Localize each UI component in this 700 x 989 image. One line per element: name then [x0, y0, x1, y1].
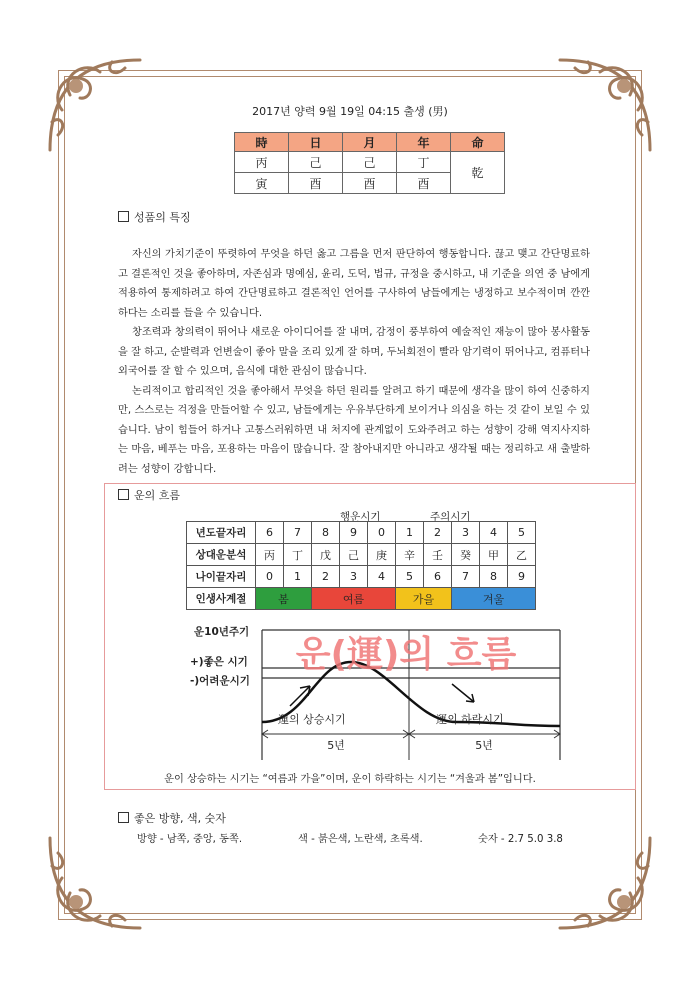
stem-cell: 癸: [452, 544, 480, 566]
age-digit-cell: 4: [368, 566, 396, 588]
pillar-branch-year: 酉: [397, 173, 451, 194]
age-digit-cell: 6: [424, 566, 452, 588]
stem-cell: 丁: [284, 544, 312, 566]
personality-text: [118, 245, 590, 479]
season-spring: 봄: [256, 588, 312, 610]
year-digit-cell: 2: [424, 522, 452, 544]
pillar-header-day: 日: [289, 133, 343, 152]
lucky-section-title: [118, 810, 226, 826]
fortune-table: [186, 521, 536, 610]
lucky-direction: 방향 - 남쪽, 중앙, 동쪽.: [137, 834, 243, 845]
pillar-header-destiny: 命: [451, 133, 505, 152]
year-digit-cell: 3: [452, 522, 480, 544]
row-header-relative-analysis: 상대운분석: [187, 544, 256, 566]
fall-arrow-icon: [452, 684, 474, 702]
stem-cell: 己: [340, 544, 368, 566]
stem-cell: 辛: [396, 544, 424, 566]
fortune-graph-title: 운(運)의 흐름: [295, 634, 517, 675]
pillars-stem-row: [235, 152, 505, 173]
pillar-stem-month: 己: [343, 152, 397, 173]
stem-cell: 丙: [256, 544, 284, 566]
year-digit-cell: 6: [256, 522, 284, 544]
checkbox-square-icon: [118, 489, 129, 500]
pillar-stem-year: 丁: [397, 152, 451, 173]
birth-info-title: 2017년 양력 9월 19일 04:15 출생 (男): [252, 105, 448, 118]
year-digit-cell: 0: [368, 522, 396, 544]
year-digit-cell: 7: [284, 522, 312, 544]
ornament-bottom-right-icon: [550, 828, 660, 938]
good-time-label: +)좋은 시기: [190, 656, 248, 668]
season-summer: 여름: [312, 588, 396, 610]
stem-cell: 乙: [508, 544, 536, 566]
pillar-header-year: 年: [397, 133, 451, 152]
pillar-destiny-value: 乾: [451, 152, 505, 194]
stem-cell: 庚: [368, 544, 396, 566]
year-digit-cell: 4: [480, 522, 508, 544]
fortune-title-text: 운의 흐름: [134, 489, 181, 502]
pillar-branch-day: 酉: [289, 173, 343, 194]
year-digit-cell: 5: [508, 522, 536, 544]
four-pillars-table: [234, 132, 505, 194]
age-digit-cell: 8: [480, 566, 508, 588]
age-digit-cell: 1: [284, 566, 312, 588]
caution-period-label: 주의시기: [430, 511, 471, 523]
personality-paragraph-3: 논리적이고 합리적인 것을 좋아해서 무엇을 하던 원리를 알려고 하기 때문에 생각을 많이 하여 신중하지만, 스스로는 걱정을 만들어할 수 있고, 남들에게는 우유부단하게 보이거나 의심을 하는 것 같이 보일 수 있습니다. 남이 힘들어 하거나 고통스러워하면 내 처지에 관계없이 도와주려고 하는 성향이 강해 역지사지하는 마음, 베푸는 마음, 포용하는 마음이 많습니다. 잘 참아내지만 아니라고 생각될 때는 정리하고 새 출발하려는 성향이 강합니다.: [118, 385, 590, 475]
personality-paragraph-1: 자신의 가치기준이 뚜렷하여 무엇을 하던 옳고 그름을 먼저 판단하여 행동합니다. 끊고 맺고 간단명료하고 결론적인 것을 좋아하며, 자존심과 명예심, 윤리, 도덕, 법규, 규정을 중시하고, 내 기준을 의연 중 남에게 적용하여 통제하려고 하여 간단명료하고 결론적인 언어를 구사하여 남들에게는 냉정하고 보수적이며 깐깐하다는 소리를 들을 수 있습니다.: [118, 249, 590, 319]
row-header-year-digit: 년도끝자리: [187, 522, 256, 544]
year-digit-cell: 9: [340, 522, 368, 544]
checkbox-square-icon: [118, 812, 129, 823]
fortune-cycle-graph: [186, 622, 570, 762]
personality-section-title: [118, 209, 191, 225]
fortune-row-stem: [187, 544, 536, 566]
good-period-label: 행운시기: [340, 511, 381, 523]
row-header-life-seasons: 인생사계절: [187, 588, 256, 610]
ornament-bottom-left-icon: [40, 828, 150, 938]
fortune-section-title: [118, 487, 180, 503]
age-digit-cell: 5: [396, 566, 424, 588]
personality-title-text: 성품의 특징: [134, 211, 191, 224]
right-span-label: 5년: [475, 739, 493, 752]
pillar-header-month: 月: [343, 133, 397, 152]
pillar-branch-month: 酉: [343, 173, 397, 194]
checkbox-square-icon: [118, 211, 129, 222]
pillar-header-hour: 時: [235, 133, 289, 152]
pillar-stem-day: 己: [289, 152, 343, 173]
pillar-stem-hour: 丙: [235, 152, 289, 173]
rise-period-label: 運의 상승시기: [278, 713, 346, 726]
year-digit-cell: 1: [396, 522, 424, 544]
pillar-branch-hour: 寅: [235, 173, 289, 194]
row-header-age-digit: 나이끝자리: [187, 566, 256, 588]
fortune-row-seasons: [187, 588, 536, 610]
age-digit-cell: 7: [452, 566, 480, 588]
hard-time-label: -)어려운시기: [190, 675, 250, 687]
age-digit-cell: 2: [312, 566, 340, 588]
stem-cell: 戊: [312, 544, 340, 566]
personality-paragraph-2: 창조력과 창의력이 뛰어나 새로운 아이디어를 잘 내며, 감정이 풍부하여 예술적인 재능이 많아 봉사활동을 잘 하고, 순발력과 언변술이 좋아 말을 조리 있게 잘 하며, 두뇌회전이 빨라 암기력이 뛰어나고, 컴퓨터나 외국어를 잘 할 수 있으며, 음식에 대한 관심이 많습니다.: [118, 327, 590, 377]
pillars-header-row: [235, 133, 505, 152]
season-autumn: 가을: [396, 588, 452, 610]
left-span-label: 5년: [327, 739, 345, 752]
age-digit-cell: 9: [508, 566, 536, 588]
fortune-row-age: [187, 566, 536, 588]
season-winter: 겨울: [452, 588, 536, 610]
lucky-number: 숫자 - 2.7 5.0 3.8: [478, 834, 563, 845]
year-digit-cell: 8: [312, 522, 340, 544]
lucky-title-text: 좋은 방향, 색, 숫자: [134, 812, 226, 825]
fall-period-label: 運의 하락시기: [436, 713, 504, 726]
lucky-color: 색 - 붉은색, 노란색, 초록색.: [298, 834, 423, 845]
age-digit-cell: 3: [340, 566, 368, 588]
stem-cell: 甲: [480, 544, 508, 566]
age-digit-cell: 0: [256, 566, 284, 588]
cycle-label: 운10년주기: [194, 626, 250, 638]
fortune-row-year: [187, 522, 536, 544]
stem-cell: 壬: [424, 544, 452, 566]
fortune-caption: 운이 상승하는 시기는 “여름과 가을”이며, 운이 하락하는 시기는 “겨울과 봄”입니다.: [164, 774, 536, 785]
